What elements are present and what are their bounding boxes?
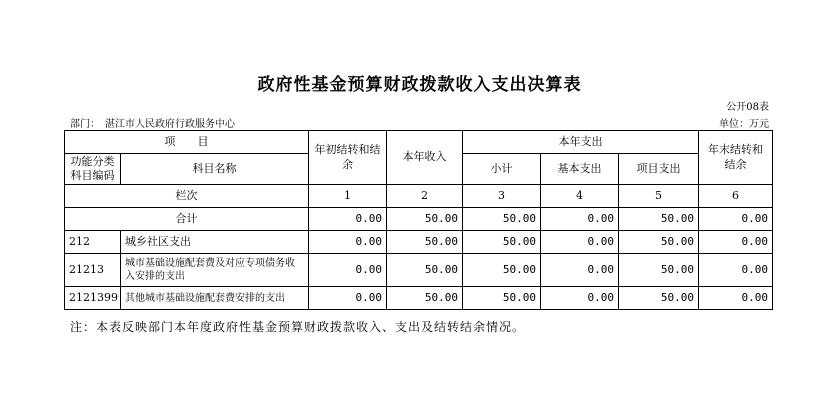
table-cell: 0.00 bbox=[699, 253, 773, 286]
table-cell: 50.00 bbox=[619, 253, 699, 286]
header-begin-balance: 年初结转和结余 bbox=[309, 131, 387, 185]
header-code: 功能分类科目编码 bbox=[65, 153, 121, 184]
table-cell: 50.00 bbox=[387, 208, 463, 231]
table-cell: 50.00 bbox=[619, 230, 699, 253]
table-cell: 0.00 bbox=[541, 253, 619, 286]
table-row bbox=[65, 230, 773, 253]
table-cell: 0.00 bbox=[699, 208, 773, 231]
table-cell: 50.00 bbox=[619, 208, 699, 231]
column-index: 5 bbox=[619, 185, 699, 208]
table-cell: 50.00 bbox=[387, 230, 463, 253]
column-index-label: 栏次 bbox=[65, 185, 309, 208]
row-code: 212 bbox=[65, 230, 121, 253]
column-index: 4 bbox=[541, 185, 619, 208]
table-row bbox=[65, 287, 773, 310]
table-cell: 50.00 bbox=[463, 253, 541, 286]
table-cell: 0.00 bbox=[541, 230, 619, 253]
table-cell: 0.00 bbox=[309, 208, 387, 231]
header-item: 项 目 bbox=[65, 131, 309, 154]
table-cell: 50.00 bbox=[619, 287, 699, 310]
row-code: 2121399 bbox=[65, 287, 121, 310]
department-label: 部门： 湛江市人民政府行政服务中心 bbox=[70, 119, 235, 130]
table-cell: 50.00 bbox=[463, 230, 541, 253]
table-cell: 0.00 bbox=[309, 253, 387, 286]
column-index: 3 bbox=[463, 185, 541, 208]
row-name: 城市基础设施配套费及对应专项债务收入安排的支出 bbox=[121, 253, 309, 286]
table-code: 公开08表 bbox=[726, 102, 769, 113]
row-name: 城乡社区支出 bbox=[121, 230, 309, 253]
header-subtotal: 小计 bbox=[463, 153, 541, 184]
header-name: 科目名称 bbox=[121, 153, 309, 184]
header-income: 本年收入 bbox=[387, 131, 463, 185]
table-cell: 50.00 bbox=[463, 208, 541, 231]
table-cell: 0.00 bbox=[699, 287, 773, 310]
table-cell: 50.00 bbox=[387, 253, 463, 286]
row-name: 其他城市基础设施配套费安排的支出 bbox=[121, 287, 309, 310]
table-cell: 0.00 bbox=[541, 287, 619, 310]
budget-table bbox=[64, 130, 773, 310]
unit-label: 单位：万元 bbox=[719, 119, 769, 130]
column-index: 6 bbox=[699, 185, 773, 208]
row-code: 21213 bbox=[65, 253, 121, 286]
table-cell: 50.00 bbox=[463, 287, 541, 310]
header-expense: 本年支出 bbox=[463, 131, 699, 154]
table-cell: 0.00 bbox=[541, 208, 619, 231]
header-project: 项目支出 bbox=[619, 153, 699, 184]
header-basic: 基本支出 bbox=[541, 153, 619, 184]
column-index: 1 bbox=[309, 185, 387, 208]
table-cell: 50.00 bbox=[387, 287, 463, 310]
table-note: 注：本表反映部门本年度政府性基金预算财政拨款收入、支出及结转结余情况。 bbox=[70, 320, 526, 334]
table-cell: 0.00 bbox=[699, 230, 773, 253]
table-cell: 0.00 bbox=[309, 287, 387, 310]
header-end-balance: 年末结转和结余 bbox=[699, 131, 773, 185]
table-row bbox=[65, 253, 773, 286]
total-row bbox=[65, 208, 773, 231]
total-label: 合计 bbox=[65, 208, 309, 231]
column-index: 2 bbox=[387, 185, 463, 208]
table-title: 政府性基金预算财政拨款收入支出决算表 bbox=[257, 75, 582, 95]
table-cell: 0.00 bbox=[309, 230, 387, 253]
